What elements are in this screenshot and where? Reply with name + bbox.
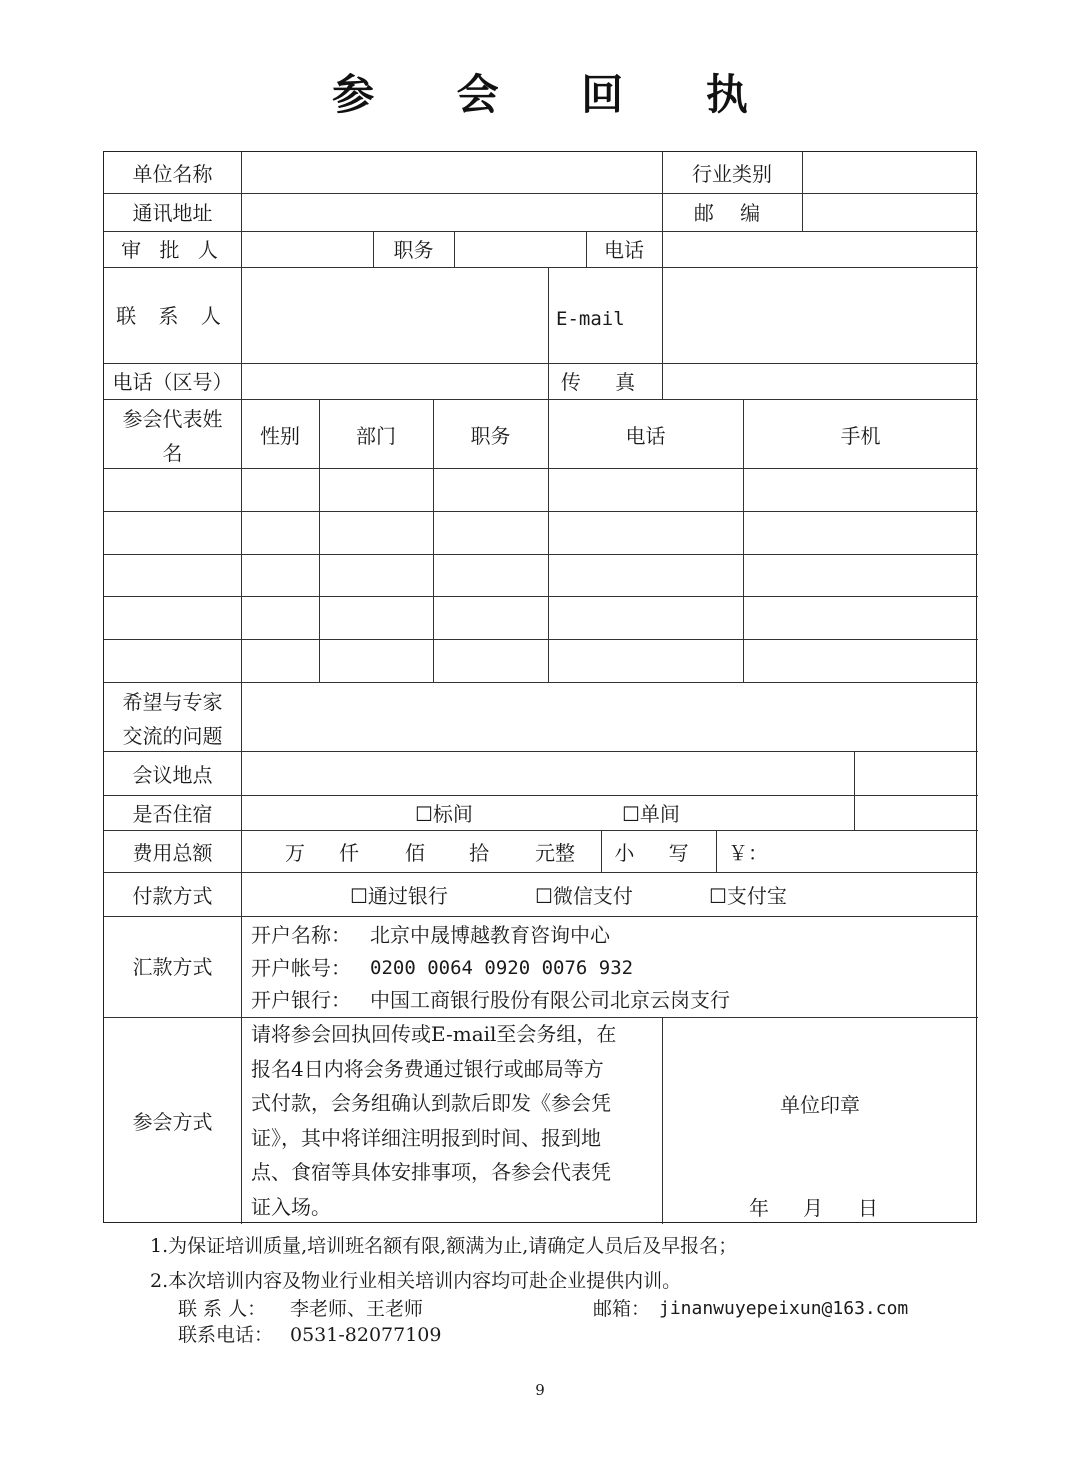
rep-position-header: 职务 <box>470 424 511 448</box>
contact-person-label: 联 系 人： <box>178 1298 267 1320</box>
unit-name-label: 单位名称 <box>132 162 213 186</box>
row-divider <box>104 872 978 873</box>
lodging-label: 是否住宿 <box>132 802 213 826</box>
row-divider <box>104 399 978 400</box>
payment-label: 付款方式 <box>132 884 213 908</box>
fee-unit: 拾 <box>469 841 489 865</box>
attend-text-line: 证入场。 <box>251 1195 331 1219</box>
attend-method-label: 参会方式 <box>132 1110 213 1134</box>
fee-unit: 仟 <box>339 841 359 865</box>
row-divider <box>104 639 978 640</box>
payment-wechat-checkbox[interactable]: ☐微信支付 <box>535 884 633 908</box>
venue-label: 会议地点 <box>132 763 213 787</box>
rep-dept-header: 部门 <box>356 424 396 448</box>
row-divider <box>104 830 978 831</box>
unit-seal-label: 单位印章 <box>780 1093 860 1117</box>
contact-email-value[interactable]: jinanwuyepeixun@163.com <box>659 1298 909 1319</box>
fee-unit: 万 <box>285 841 305 865</box>
row-divider <box>104 916 978 917</box>
note-line: 2.本次培训内容及物业行业相关培训内容均可赴企业提供内训。 <box>150 1270 682 1292</box>
contact-phone-value: 0531-82077109 <box>290 1324 442 1346</box>
postcode-label: 邮 编 <box>693 201 771 225</box>
account-name-value: 北京中晟博越教育咨询中心 <box>370 923 610 947</box>
row-divider <box>104 363 978 364</box>
industry-label: 行业类别 <box>692 162 772 186</box>
fee-small-label: 小 写 <box>614 841 703 865</box>
note-line: 1.为保证培训质量,培训班名额有限,额满为止,请确定人员后及早报名； <box>150 1235 738 1257</box>
contact-label: 联 系 人 <box>116 304 229 328</box>
account-bank-label: 开户银行： <box>251 988 351 1012</box>
approver-label: 审 批 人 <box>121 238 224 262</box>
approver-phone-label: 电话 <box>604 238 644 262</box>
page-number: 9 <box>535 1381 545 1399</box>
question-label: 希望与专家 <box>122 690 223 714</box>
rep-phone-header: 电话 <box>625 424 666 448</box>
row-divider <box>104 1017 978 1018</box>
rep-name-label: 名 <box>162 441 183 465</box>
date-day: 日 <box>858 1196 878 1220</box>
col-divider <box>454 231 455 267</box>
email-label: E-mail <box>556 308 625 330</box>
contact-person-value: 李老师、王老师 <box>290 1298 424 1320</box>
row-divider <box>104 795 978 796</box>
fee-unit: 元整 <box>535 841 575 865</box>
date-month: 月 <box>803 1196 823 1220</box>
col-divider <box>662 231 663 267</box>
fax-label: 传 真 <box>560 370 650 394</box>
payment-alipay-checkbox[interactable]: ☐支付宝 <box>709 884 787 908</box>
col-divider <box>854 751 855 830</box>
registration-form <box>103 151 977 1223</box>
col-divider <box>241 152 242 1224</box>
account-number-label: 开户帐号： <box>251 956 351 980</box>
row-divider <box>104 231 978 232</box>
attend-text-line: 点、食宿等具体安排事项，各参会代表凭 <box>251 1160 611 1184</box>
col-divider <box>662 267 663 399</box>
lodging-standard-checkbox[interactable]: ☐标间 <box>415 802 473 826</box>
attend-text-line: 请将参会回执回传或E-mail至会务组，在 <box>251 1022 617 1046</box>
account-bank-value: 中国工商银行股份有限公司北京云岗支行 <box>370 988 730 1012</box>
attend-text-line: 证》，其中将详细注明报到时间、报到地 <box>251 1126 601 1150</box>
rep-mobile-header: 手机 <box>840 424 881 448</box>
row-divider <box>104 751 978 752</box>
page-title: 参 会 回 执 <box>332 70 782 119</box>
approver-position-label: 职务 <box>393 238 434 262</box>
attend-text-line: 报名4日内将会务费通过银行或邮局等方 <box>251 1057 604 1081</box>
lodging-single-checkbox[interactable]: ☐单间 <box>622 802 680 826</box>
fee-total-label: 费用总额 <box>132 841 213 865</box>
fee-yen-label: ￥： <box>728 841 768 865</box>
contact-email-label: 邮箱： <box>593 1298 651 1320</box>
remittance-label: 汇款方式 <box>132 955 213 979</box>
row-divider <box>104 267 978 268</box>
attend-text-line: 式付款，会务组确认到款后即发《参会凭 <box>251 1091 611 1115</box>
col-divider <box>802 152 803 231</box>
payment-bank-checkbox[interactable]: ☐通过银行 <box>350 884 448 908</box>
account-number-value: 0200 0064 0920 0076 932 <box>370 957 634 979</box>
phone-area-label: 电话（区号） <box>112 370 233 394</box>
row-divider <box>104 554 978 555</box>
account-name-label: 开户名称： <box>251 923 351 947</box>
contact-phone-label: 联系电话： <box>178 1324 274 1346</box>
col-divider <box>716 830 717 872</box>
fee-unit: 佰 <box>405 841 425 865</box>
address-label: 通讯地址 <box>132 201 213 225</box>
col-divider <box>662 1017 663 1224</box>
row-divider <box>104 511 978 512</box>
rep-gender-header: 性别 <box>260 424 300 448</box>
date-year: 年 <box>749 1196 769 1220</box>
row-divider <box>104 468 978 469</box>
question-label: 交流的问题 <box>122 724 223 748</box>
row-divider <box>104 596 978 597</box>
row-divider <box>104 193 978 194</box>
row-divider <box>104 682 978 683</box>
rep-name-label: 参会代表姓 <box>122 407 223 431</box>
